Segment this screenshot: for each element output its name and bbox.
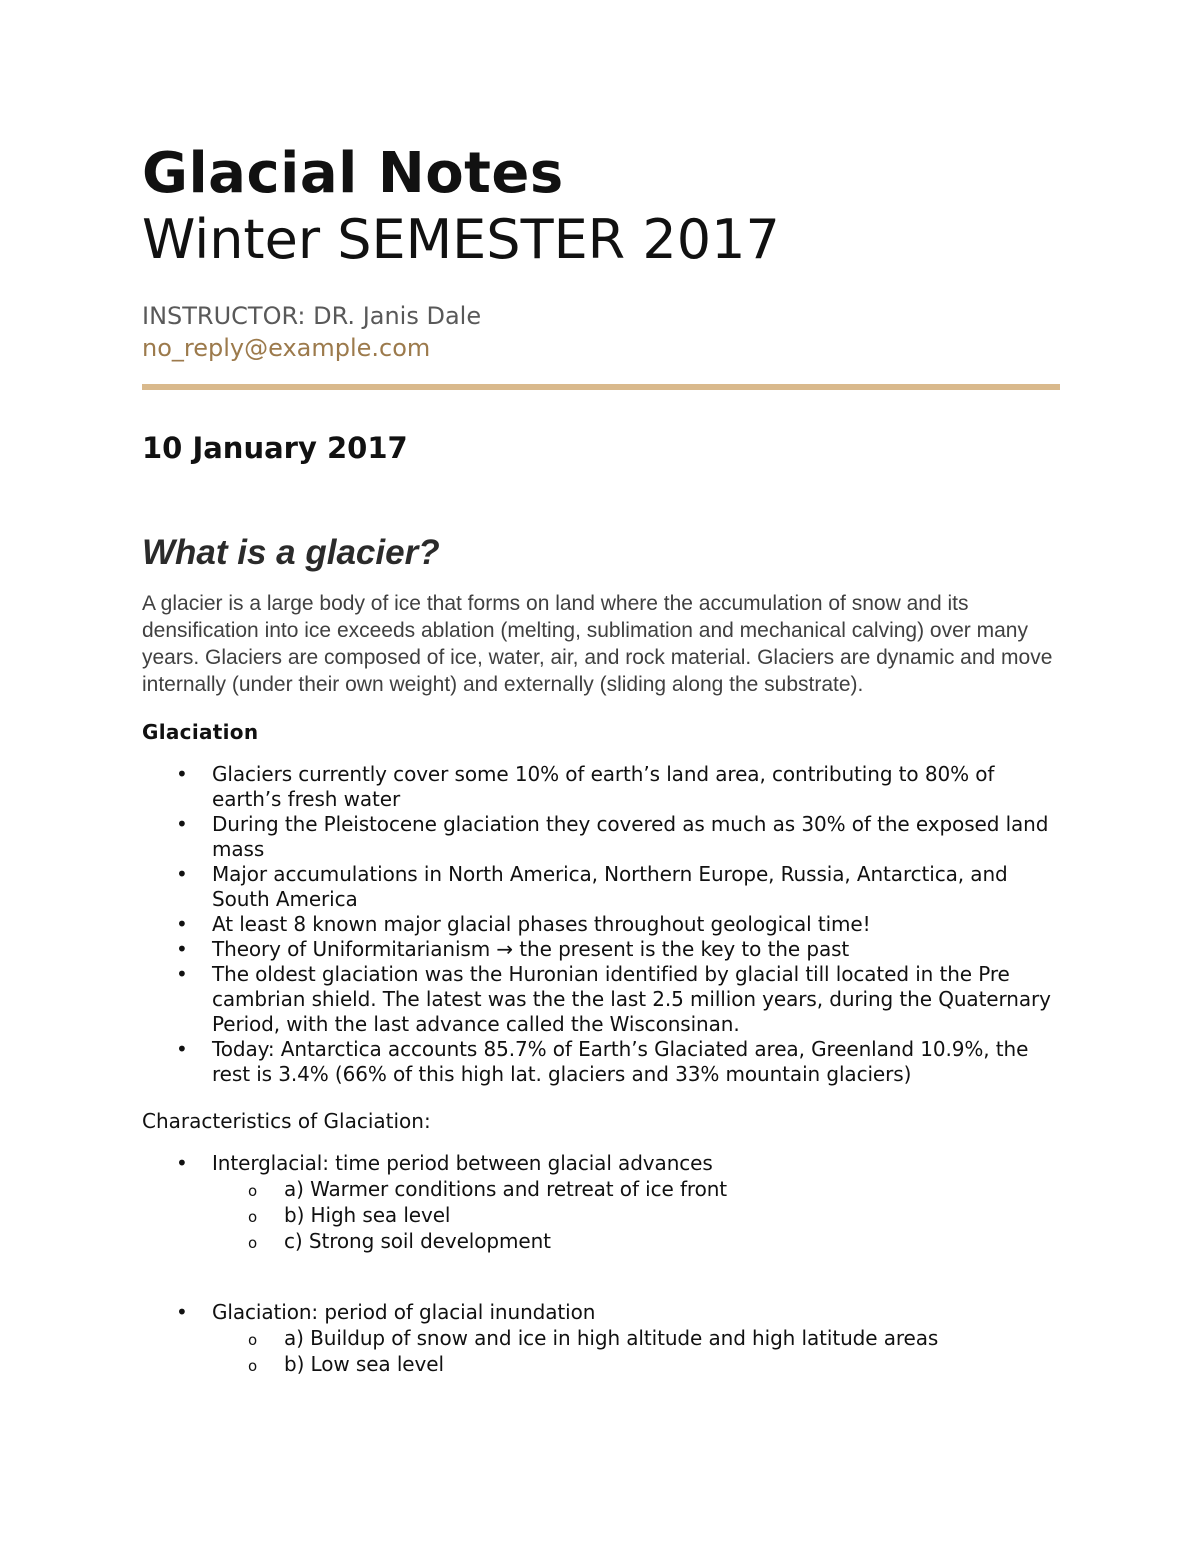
bullet-icon: •: [176, 1037, 188, 1061]
circle-bullet-icon: o: [248, 1331, 258, 1349]
bullet-icon: •: [176, 862, 188, 886]
document-title: Glacial Notes: [142, 141, 564, 206]
section-heading: What is a glacier?: [142, 533, 440, 572]
circle-bullet-icon: o: [248, 1234, 258, 1252]
spacer: [142, 1254, 1060, 1300]
bullet-icon: •: [176, 912, 188, 936]
sub-list-item: [212, 1228, 1060, 1254]
definition-paragraph: A glacier is a large body of ice that forms on land where the accumulation of snow and its densification into ice exceeds ablation (melting, sublimation and mechanical calving) over many years. Glaciers are composed of ice, water, air, and rock material. Glaciers are dynamic and move internally (under their own weight) and externally (sliding along the substrate).: [142, 592, 1053, 696]
list-item: [142, 962, 1060, 1037]
list-item-text: Major accumulations in North America, Northern Europe, Russia, Antarctica, and South America: [212, 862, 1008, 911]
list-item-text: Glaciers currently cover some 10% of earth’s land area, contributing to 80% of earth’s fresh water: [212, 762, 995, 811]
list-item: [142, 812, 1060, 862]
list-item-text: During the Pleistocene glaciation they covered as much as 30% of the exposed land mass: [212, 812, 1049, 861]
characteristics-list: [142, 1151, 1060, 1254]
list-item: [142, 937, 1060, 962]
circle-bullet-icon: o: [248, 1182, 258, 1200]
glaciation-list: [142, 762, 1060, 1087]
list-item-text: At least 8 known major glacial phases throughout geological time!: [212, 912, 871, 936]
list-item-glaciation: [142, 1300, 1060, 1377]
sub-list-item: [212, 1176, 1060, 1202]
sub-list-item: [212, 1351, 1060, 1377]
list-item-text: Today: Antarctica accounts 85.7% of Earth’s Glaciated area, Greenland 10.9%, the rest is 3.4% (66% of this high lat. glaciers and 33% mountain glaciers): [212, 1037, 1029, 1086]
sub-list-item-text: b) Low sea level: [284, 1352, 444, 1376]
bullet-icon: •: [176, 1300, 188, 1324]
sub-list-item-text: a) Buildup of snow and ice in high altitude and high latitude areas: [284, 1326, 939, 1350]
interglacial-sublist: [212, 1176, 1060, 1254]
list-item-text: Theory of Uniformitarianism → the present is the key to the past: [212, 937, 850, 961]
circle-bullet-icon: o: [248, 1208, 258, 1226]
sub-list-item: [212, 1325, 1060, 1351]
sub-list-item: [212, 1202, 1060, 1228]
bullet-icon: •: [176, 962, 188, 986]
list-item: [142, 912, 1060, 937]
bullet-icon: •: [176, 937, 188, 961]
glaciation-period-list: [142, 1300, 1060, 1377]
glaciation-heading: Glaciation: [142, 720, 259, 744]
list-item-text: Glaciation: period of glacial inundation: [212, 1300, 596, 1324]
list-item: [142, 862, 1060, 912]
list-item: [142, 762, 1060, 812]
bullet-icon: •: [176, 1151, 188, 1175]
document-page: [142, 140, 1060, 1377]
lecture-date: 10 January 2017: [142, 431, 408, 465]
glaciation-sublist: [212, 1325, 1060, 1377]
list-item-text: The oldest glaciation was the Huronian identified by glacial till located in the Pre cambrian shield. The latest was the the last 2.5 million years, during the Quaternary Period, with the last advance called the Wisconsinan.: [212, 962, 1051, 1036]
characteristics-heading: Characteristics of Glaciation:: [142, 1109, 431, 1133]
bullet-icon: •: [176, 762, 188, 786]
instructor-line: INSTRUCTOR: DR. Janis Dale: [142, 302, 482, 330]
sub-list-item-text: a) Warmer conditions and retreat of ice front: [284, 1177, 728, 1201]
header-divider: [142, 384, 1060, 390]
sub-list-item-text: c) Strong soil development: [284, 1229, 551, 1253]
document-subtitle: Winter SEMESTER 2017: [142, 208, 780, 271]
bullet-icon: •: [176, 812, 188, 836]
instructor-email: no_reply@example.com: [142, 334, 431, 362]
list-item: [142, 1037, 1060, 1087]
list-item-interglacial: [142, 1151, 1060, 1254]
circle-bullet-icon: o: [248, 1357, 258, 1375]
list-item-text: Interglacial: time period between glacial advances: [212, 1151, 713, 1175]
sub-list-item-text: b) High sea level: [284, 1203, 451, 1227]
